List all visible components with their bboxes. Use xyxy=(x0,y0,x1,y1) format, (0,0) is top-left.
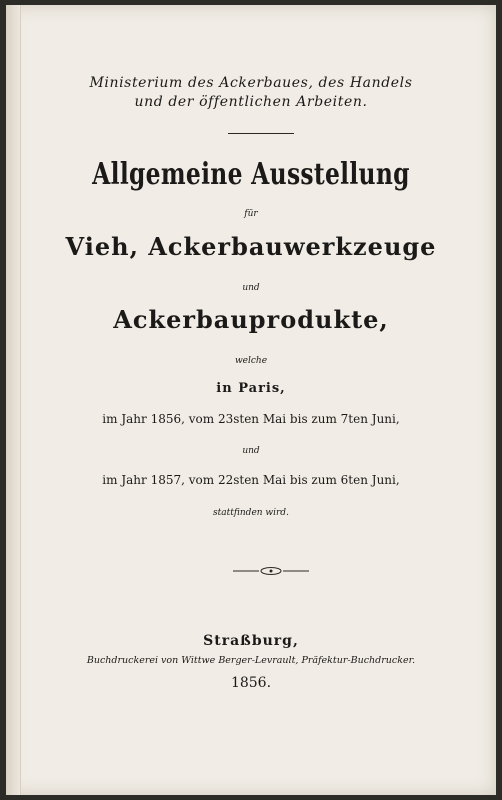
word-fuer: für xyxy=(244,209,258,219)
dates-1856: im Jahr 1856, vom 23sten Mai bis zum 7ten Juni, xyxy=(102,412,400,426)
ministry-line-1: Ministerium des Ackerbaues, des Handels xyxy=(89,75,413,91)
divider-rule xyxy=(228,133,294,134)
printer-imprint: Buchdruckerei von Wittwe Berger-Levrault, Präfektur-Buchdrucker. xyxy=(86,655,416,666)
word-welche: welche xyxy=(234,356,268,366)
stattfinden-text: stattfinden wird. xyxy=(213,508,289,518)
ornament-divider xyxy=(233,566,309,576)
publication-year: 1856. xyxy=(230,675,272,691)
exhibition-title: Allgemeine Ausstellung xyxy=(92,157,410,193)
city-strassburg: Straßburg, xyxy=(203,633,299,649)
place-paris: in Paris, xyxy=(216,381,286,396)
word-und-1: und xyxy=(242,283,260,293)
dates-1857: im Jahr 1857, vom 22sten Mai bis zum 6ten Juni, xyxy=(102,473,400,487)
heading-produkte: Ackerbauprodukte, xyxy=(113,305,389,334)
word-und-2: und xyxy=(242,446,260,456)
ministry-line-2: und der öffentlichen Arbeiten. xyxy=(134,94,368,110)
heading-vieh: Vieh, Ackerbauwerkzeuge xyxy=(65,232,437,261)
